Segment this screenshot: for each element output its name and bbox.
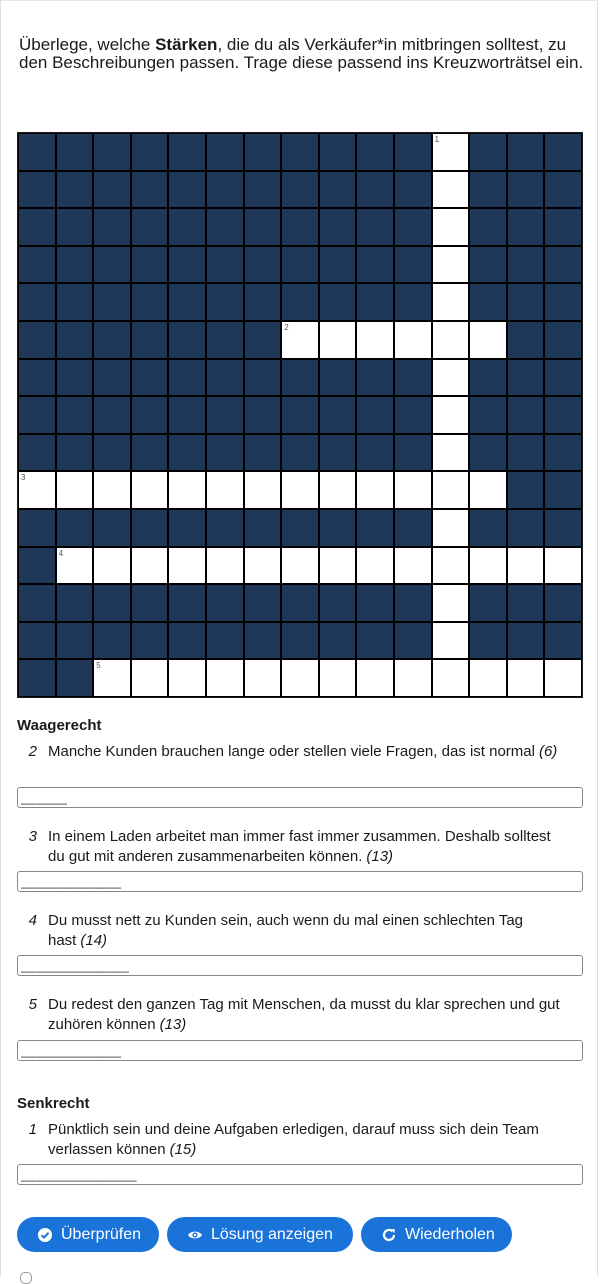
crossword-block bbox=[93, 509, 131, 547]
crossword-cell[interactable] bbox=[93, 471, 131, 509]
intro-part1: Überlege, welche bbox=[19, 35, 156, 54]
crossword-block bbox=[168, 396, 206, 434]
crossword-cell[interactable] bbox=[544, 659, 582, 697]
crossword-block bbox=[507, 359, 545, 397]
retry-button[interactable] bbox=[361, 1217, 512, 1252]
crossword-cell[interactable] bbox=[394, 547, 432, 585]
crossword-cell[interactable] bbox=[432, 321, 470, 359]
crossword-block bbox=[469, 171, 507, 209]
crossword-block bbox=[356, 434, 394, 472]
task-instructions bbox=[19, 36, 589, 72]
crossword-block bbox=[544, 208, 582, 246]
answer-input-across-3[interactable] bbox=[17, 871, 583, 892]
crossword-block bbox=[507, 622, 545, 660]
crossword-block bbox=[206, 622, 244, 660]
crossword-block bbox=[206, 509, 244, 547]
crossword-cell[interactable] bbox=[507, 547, 545, 585]
crossword-cell[interactable] bbox=[356, 547, 394, 585]
crossword-block bbox=[206, 434, 244, 472]
crossword-cell[interactable] bbox=[281, 471, 319, 509]
crossword-block bbox=[394, 584, 432, 622]
crossword-block bbox=[206, 321, 244, 359]
crossword-cell[interactable] bbox=[432, 208, 470, 246]
crossword-block bbox=[168, 246, 206, 284]
crossword-block bbox=[281, 584, 319, 622]
crossword-cell[interactable] bbox=[469, 547, 507, 585]
crossword-cell[interactable] bbox=[281, 547, 319, 585]
answer-input-across-4[interactable] bbox=[17, 955, 583, 976]
crossword-grid bbox=[17, 132, 583, 698]
crossword-block bbox=[18, 584, 56, 622]
crossword-block bbox=[18, 321, 56, 359]
crossword-block bbox=[507, 133, 545, 171]
crossword-block bbox=[56, 434, 94, 472]
crossword-block bbox=[131, 321, 169, 359]
crossword-block bbox=[56, 396, 94, 434]
crossword-block bbox=[356, 584, 394, 622]
crossword-block bbox=[356, 622, 394, 660]
crossword-block bbox=[131, 622, 169, 660]
check-circle-icon bbox=[37, 1227, 53, 1243]
crossword-block bbox=[206, 208, 244, 246]
clue-length: (13) bbox=[366, 848, 394, 865]
clue-number: 1 bbox=[28, 1121, 37, 1138]
crossword-cell[interactable] bbox=[56, 471, 94, 509]
crossword-block bbox=[394, 396, 432, 434]
crossword-block bbox=[93, 321, 131, 359]
clue-length: (13) bbox=[159, 1016, 187, 1033]
crossword-cell[interactable] bbox=[131, 547, 169, 585]
crossword-block bbox=[394, 246, 432, 284]
crossword-block bbox=[356, 283, 394, 321]
crossword-block bbox=[168, 283, 206, 321]
crossword-cell[interactable] bbox=[432, 509, 470, 547]
crossword-block bbox=[469, 133, 507, 171]
crossword-block bbox=[244, 396, 282, 434]
crossword-cell[interactable] bbox=[469, 659, 507, 697]
crossword-cell[interactable] bbox=[394, 321, 432, 359]
crossword-block bbox=[507, 471, 545, 509]
crossword-block bbox=[93, 208, 131, 246]
crossword-block bbox=[168, 434, 206, 472]
intro-part2: , die du als Verkäufer*in mitbringen solltest, zu den Beschreibungen passen. Trage diese passend ins Kreuzworträtsel ein. bbox=[19, 35, 584, 72]
crossword-cell[interactable] bbox=[168, 471, 206, 509]
crossword-cell[interactable] bbox=[356, 321, 394, 359]
crossword-block bbox=[56, 321, 94, 359]
crossword-block bbox=[394, 509, 432, 547]
crossword-block bbox=[93, 396, 131, 434]
cell-number: 3 bbox=[21, 473, 26, 483]
crossword-cell[interactable] bbox=[432, 171, 470, 209]
crossword-block bbox=[394, 283, 432, 321]
redo-icon bbox=[381, 1227, 397, 1243]
answer-input-across-2[interactable] bbox=[17, 787, 583, 808]
crossword-block bbox=[244, 584, 282, 622]
crossword-cell[interactable] bbox=[244, 659, 282, 697]
crossword-block bbox=[18, 283, 56, 321]
crossword-block bbox=[356, 208, 394, 246]
crossword-cell[interactable] bbox=[394, 659, 432, 697]
crossword-cell[interactable] bbox=[469, 321, 507, 359]
crossword-cell[interactable] bbox=[432, 434, 470, 472]
crossword-block bbox=[356, 359, 394, 397]
across-heading: Waagerecht bbox=[17, 717, 102, 734]
crossword-cell[interactable] bbox=[131, 471, 169, 509]
eye-icon bbox=[187, 1227, 203, 1243]
crossword-block bbox=[56, 133, 94, 171]
crossword-cell[interactable] bbox=[93, 659, 131, 697]
clue-text: Manche Kunden brauchen lange oder stellen viele Fragen, das ist normal bbox=[48, 743, 535, 760]
clue-text: Pünktlich sein und deine Aufgaben erledigen, darauf muss sich dein Team verlassen können bbox=[48, 1121, 539, 1158]
crossword-block bbox=[93, 584, 131, 622]
crossword-block bbox=[544, 584, 582, 622]
crossword-block bbox=[168, 321, 206, 359]
crossword-block bbox=[281, 283, 319, 321]
crossword-block bbox=[319, 359, 357, 397]
answer-input-across-5[interactable] bbox=[17, 1040, 583, 1061]
crossword-cell[interactable] bbox=[244, 471, 282, 509]
intro-bold: Stärken bbox=[155, 35, 218, 54]
crossword-block bbox=[394, 434, 432, 472]
crossword-block bbox=[319, 434, 357, 472]
crossword-block bbox=[469, 246, 507, 284]
crossword-block bbox=[507, 584, 545, 622]
clue-across-3 bbox=[17, 827, 583, 869]
crossword-cell[interactable] bbox=[356, 659, 394, 697]
clue-down-1 bbox=[17, 1120, 583, 1162]
crossword-cell[interactable] bbox=[432, 659, 470, 697]
crossword-cell[interactable] bbox=[206, 471, 244, 509]
crossword-cell[interactable] bbox=[469, 471, 507, 509]
crossword-block bbox=[131, 359, 169, 397]
crossword-block bbox=[469, 283, 507, 321]
crossword-block bbox=[206, 133, 244, 171]
crossword-block bbox=[281, 133, 319, 171]
crossword-block bbox=[18, 208, 56, 246]
crossword-block bbox=[507, 434, 545, 472]
crossword-cell[interactable] bbox=[56, 547, 94, 585]
clue-text: Du musst nett zu Kunden sein, auch wenn du mal einen schlechten Tag hast bbox=[48, 912, 524, 949]
clue-text: In einem Laden arbeitet man immer fast immer zusammen. Deshalb solltest du gut mit anderen zusammenarbeiten können. bbox=[48, 828, 551, 865]
crossword-block bbox=[469, 584, 507, 622]
crossword-block bbox=[56, 584, 94, 622]
crossword-block bbox=[18, 171, 56, 209]
crossword-block bbox=[131, 434, 169, 472]
crossword-block bbox=[544, 622, 582, 660]
crossword-block bbox=[244, 171, 282, 209]
show-solution-label: Lösung anzeigen bbox=[211, 1225, 333, 1243]
crossword-block bbox=[206, 246, 244, 284]
crossword-block bbox=[469, 509, 507, 547]
crossword-block bbox=[281, 171, 319, 209]
show-solution-button[interactable] bbox=[167, 1217, 353, 1252]
crossword-block bbox=[18, 396, 56, 434]
crossword-block bbox=[206, 396, 244, 434]
crossword-block bbox=[93, 133, 131, 171]
crossword-block bbox=[394, 622, 432, 660]
crossword-cell[interactable] bbox=[319, 659, 357, 697]
crossword-cell[interactable] bbox=[168, 547, 206, 585]
crossword-block bbox=[319, 133, 357, 171]
check-button-label: Überprüfen bbox=[61, 1225, 142, 1243]
answer-input-down-1[interactable] bbox=[17, 1164, 583, 1185]
crossword-block bbox=[244, 246, 282, 284]
crossword-block bbox=[244, 283, 282, 321]
crossword-block bbox=[56, 283, 94, 321]
crossword-block bbox=[56, 622, 94, 660]
clue-text: Du redest den ganzen Tag mit Menschen, da musst du klar sprechen und gut zuhören können bbox=[48, 996, 560, 1033]
crossword-block bbox=[356, 133, 394, 171]
clue-length: (15) bbox=[169, 1141, 197, 1158]
crossword-block bbox=[469, 208, 507, 246]
crossword-cell[interactable] bbox=[131, 659, 169, 697]
crossword-block bbox=[469, 434, 507, 472]
crossword-cell[interactable] bbox=[168, 659, 206, 697]
crossword-block bbox=[168, 584, 206, 622]
crossword-cell[interactable] bbox=[281, 659, 319, 697]
crossword-cell[interactable] bbox=[432, 622, 470, 660]
crossword-cell[interactable] bbox=[281, 321, 319, 359]
crossword-block bbox=[131, 584, 169, 622]
cell-number: 4 bbox=[58, 548, 64, 558]
crossword-block bbox=[18, 434, 56, 472]
crossword-block bbox=[281, 359, 319, 397]
crossword-block bbox=[544, 471, 582, 509]
crossword-block bbox=[281, 622, 319, 660]
crossword-cell[interactable] bbox=[432, 246, 470, 284]
crossword-block bbox=[469, 396, 507, 434]
crossword-block bbox=[544, 133, 582, 171]
crossword-block bbox=[244, 208, 282, 246]
clue-length: (14) bbox=[80, 932, 108, 949]
crossword-block bbox=[319, 283, 357, 321]
crossword-block bbox=[93, 434, 131, 472]
crossword-block bbox=[281, 509, 319, 547]
crossword-block bbox=[469, 359, 507, 397]
crossword-cell[interactable] bbox=[206, 659, 244, 697]
crossword-block bbox=[469, 622, 507, 660]
crossword-block bbox=[394, 133, 432, 171]
cell-number: 1 bbox=[434, 135, 440, 144]
crossword-block bbox=[507, 208, 545, 246]
crossword-block bbox=[93, 283, 131, 321]
crossword-block bbox=[18, 246, 56, 284]
crossword-cell[interactable] bbox=[356, 471, 394, 509]
crossword-block bbox=[18, 509, 56, 547]
crossword-block bbox=[56, 659, 94, 697]
crossword-block bbox=[244, 434, 282, 472]
crossword-block bbox=[131, 509, 169, 547]
clue-across-5 bbox=[17, 995, 583, 1037]
clue-number: 3 bbox=[28, 828, 37, 845]
crossword-cell[interactable] bbox=[432, 547, 470, 585]
crossword-cell[interactable] bbox=[18, 471, 56, 509]
crossword-block bbox=[356, 396, 394, 434]
crossword-cell[interactable] bbox=[244, 547, 282, 585]
cell-number: 5 bbox=[96, 661, 101, 671]
crossword-block bbox=[319, 396, 357, 434]
crossword-block bbox=[56, 509, 94, 547]
crossword-cell[interactable] bbox=[432, 471, 470, 509]
crossword-block bbox=[93, 622, 131, 660]
crossword-block bbox=[131, 171, 169, 209]
crossword-block bbox=[18, 622, 56, 660]
crossword-block bbox=[168, 359, 206, 397]
crossword-block bbox=[93, 359, 131, 397]
crossword-block bbox=[356, 171, 394, 209]
crossword-block bbox=[206, 584, 244, 622]
crossword-cell[interactable] bbox=[319, 471, 357, 509]
crossword-cell[interactable] bbox=[394, 471, 432, 509]
crossword-block bbox=[18, 659, 56, 697]
clue-number: 2 bbox=[28, 743, 37, 760]
crossword-block bbox=[281, 396, 319, 434]
crossword-block bbox=[281, 434, 319, 472]
crossword-block bbox=[544, 171, 582, 209]
crossword-block bbox=[356, 509, 394, 547]
crossword-block bbox=[544, 396, 582, 434]
crossword-block bbox=[319, 171, 357, 209]
crossword-block bbox=[544, 321, 582, 359]
clue-number: 5 bbox=[28, 996, 37, 1013]
clue-across-4 bbox=[17, 911, 583, 953]
crossword-block bbox=[544, 283, 582, 321]
crossword-block bbox=[319, 246, 357, 284]
crossword-block bbox=[131, 208, 169, 246]
crossword-cell[interactable] bbox=[432, 133, 470, 171]
check-button[interactable] bbox=[17, 1217, 159, 1252]
crossword-block bbox=[394, 171, 432, 209]
down-heading: Senkrecht bbox=[17, 1095, 90, 1112]
crossword-block bbox=[507, 283, 545, 321]
crossword-block bbox=[168, 208, 206, 246]
crossword-block bbox=[56, 246, 94, 284]
crossword-block bbox=[507, 321, 545, 359]
crossword-block bbox=[244, 359, 282, 397]
crossword-block bbox=[507, 171, 545, 209]
crossword-block bbox=[319, 208, 357, 246]
crossword-block bbox=[319, 584, 357, 622]
crossword-block bbox=[131, 396, 169, 434]
crossword-block bbox=[168, 171, 206, 209]
crossword-block bbox=[93, 171, 131, 209]
crossword-block bbox=[56, 171, 94, 209]
crossword-block bbox=[544, 434, 582, 472]
crossword-block bbox=[18, 547, 56, 585]
crossword-block bbox=[244, 133, 282, 171]
crossword-block bbox=[544, 246, 582, 284]
partial-circle-icon bbox=[20, 1272, 32, 1284]
crossword-block bbox=[507, 396, 545, 434]
clue-across-2 bbox=[17, 742, 583, 784]
crossword-block bbox=[507, 509, 545, 547]
crossword-cell[interactable] bbox=[432, 359, 470, 397]
crossword-block bbox=[56, 208, 94, 246]
crossword-block bbox=[319, 622, 357, 660]
crossword-cell[interactable] bbox=[432, 283, 470, 321]
crossword-block bbox=[56, 359, 94, 397]
crossword-block bbox=[244, 509, 282, 547]
crossword-block bbox=[206, 283, 244, 321]
crossword-block bbox=[244, 321, 282, 359]
crossword-block bbox=[131, 246, 169, 284]
retry-label: Wiederholen bbox=[405, 1225, 495, 1243]
crossword-cell[interactable] bbox=[319, 321, 357, 359]
crossword-block bbox=[168, 622, 206, 660]
crossword-cell[interactable] bbox=[319, 547, 357, 585]
crossword-block bbox=[394, 359, 432, 397]
crossword-block bbox=[244, 622, 282, 660]
crossword-block bbox=[18, 359, 56, 397]
crossword-cell[interactable] bbox=[432, 396, 470, 434]
cell-number: 2 bbox=[284, 322, 289, 332]
clue-length: (6) bbox=[538, 743, 558, 760]
crossword-block bbox=[206, 359, 244, 397]
crossword-block bbox=[168, 509, 206, 547]
crossword-block bbox=[394, 208, 432, 246]
crossword-block bbox=[281, 208, 319, 246]
crossword-cell[interactable] bbox=[206, 547, 244, 585]
clue-number: 4 bbox=[28, 912, 37, 929]
crossword-block bbox=[168, 133, 206, 171]
crossword-block bbox=[544, 509, 582, 547]
crossword-block bbox=[544, 359, 582, 397]
crossword-block bbox=[319, 509, 357, 547]
crossword-block bbox=[131, 283, 169, 321]
crossword-cell[interactable] bbox=[432, 584, 470, 622]
crossword-cell[interactable] bbox=[93, 547, 131, 585]
crossword-block bbox=[356, 246, 394, 284]
crossword-block bbox=[281, 246, 319, 284]
crossword-cell[interactable] bbox=[507, 659, 545, 697]
crossword-block bbox=[18, 133, 56, 171]
crossword-block bbox=[206, 171, 244, 209]
crossword-cell[interactable] bbox=[544, 547, 582, 585]
crossword-block bbox=[93, 246, 131, 284]
crossword-block bbox=[131, 133, 169, 171]
crossword-block bbox=[507, 246, 545, 284]
